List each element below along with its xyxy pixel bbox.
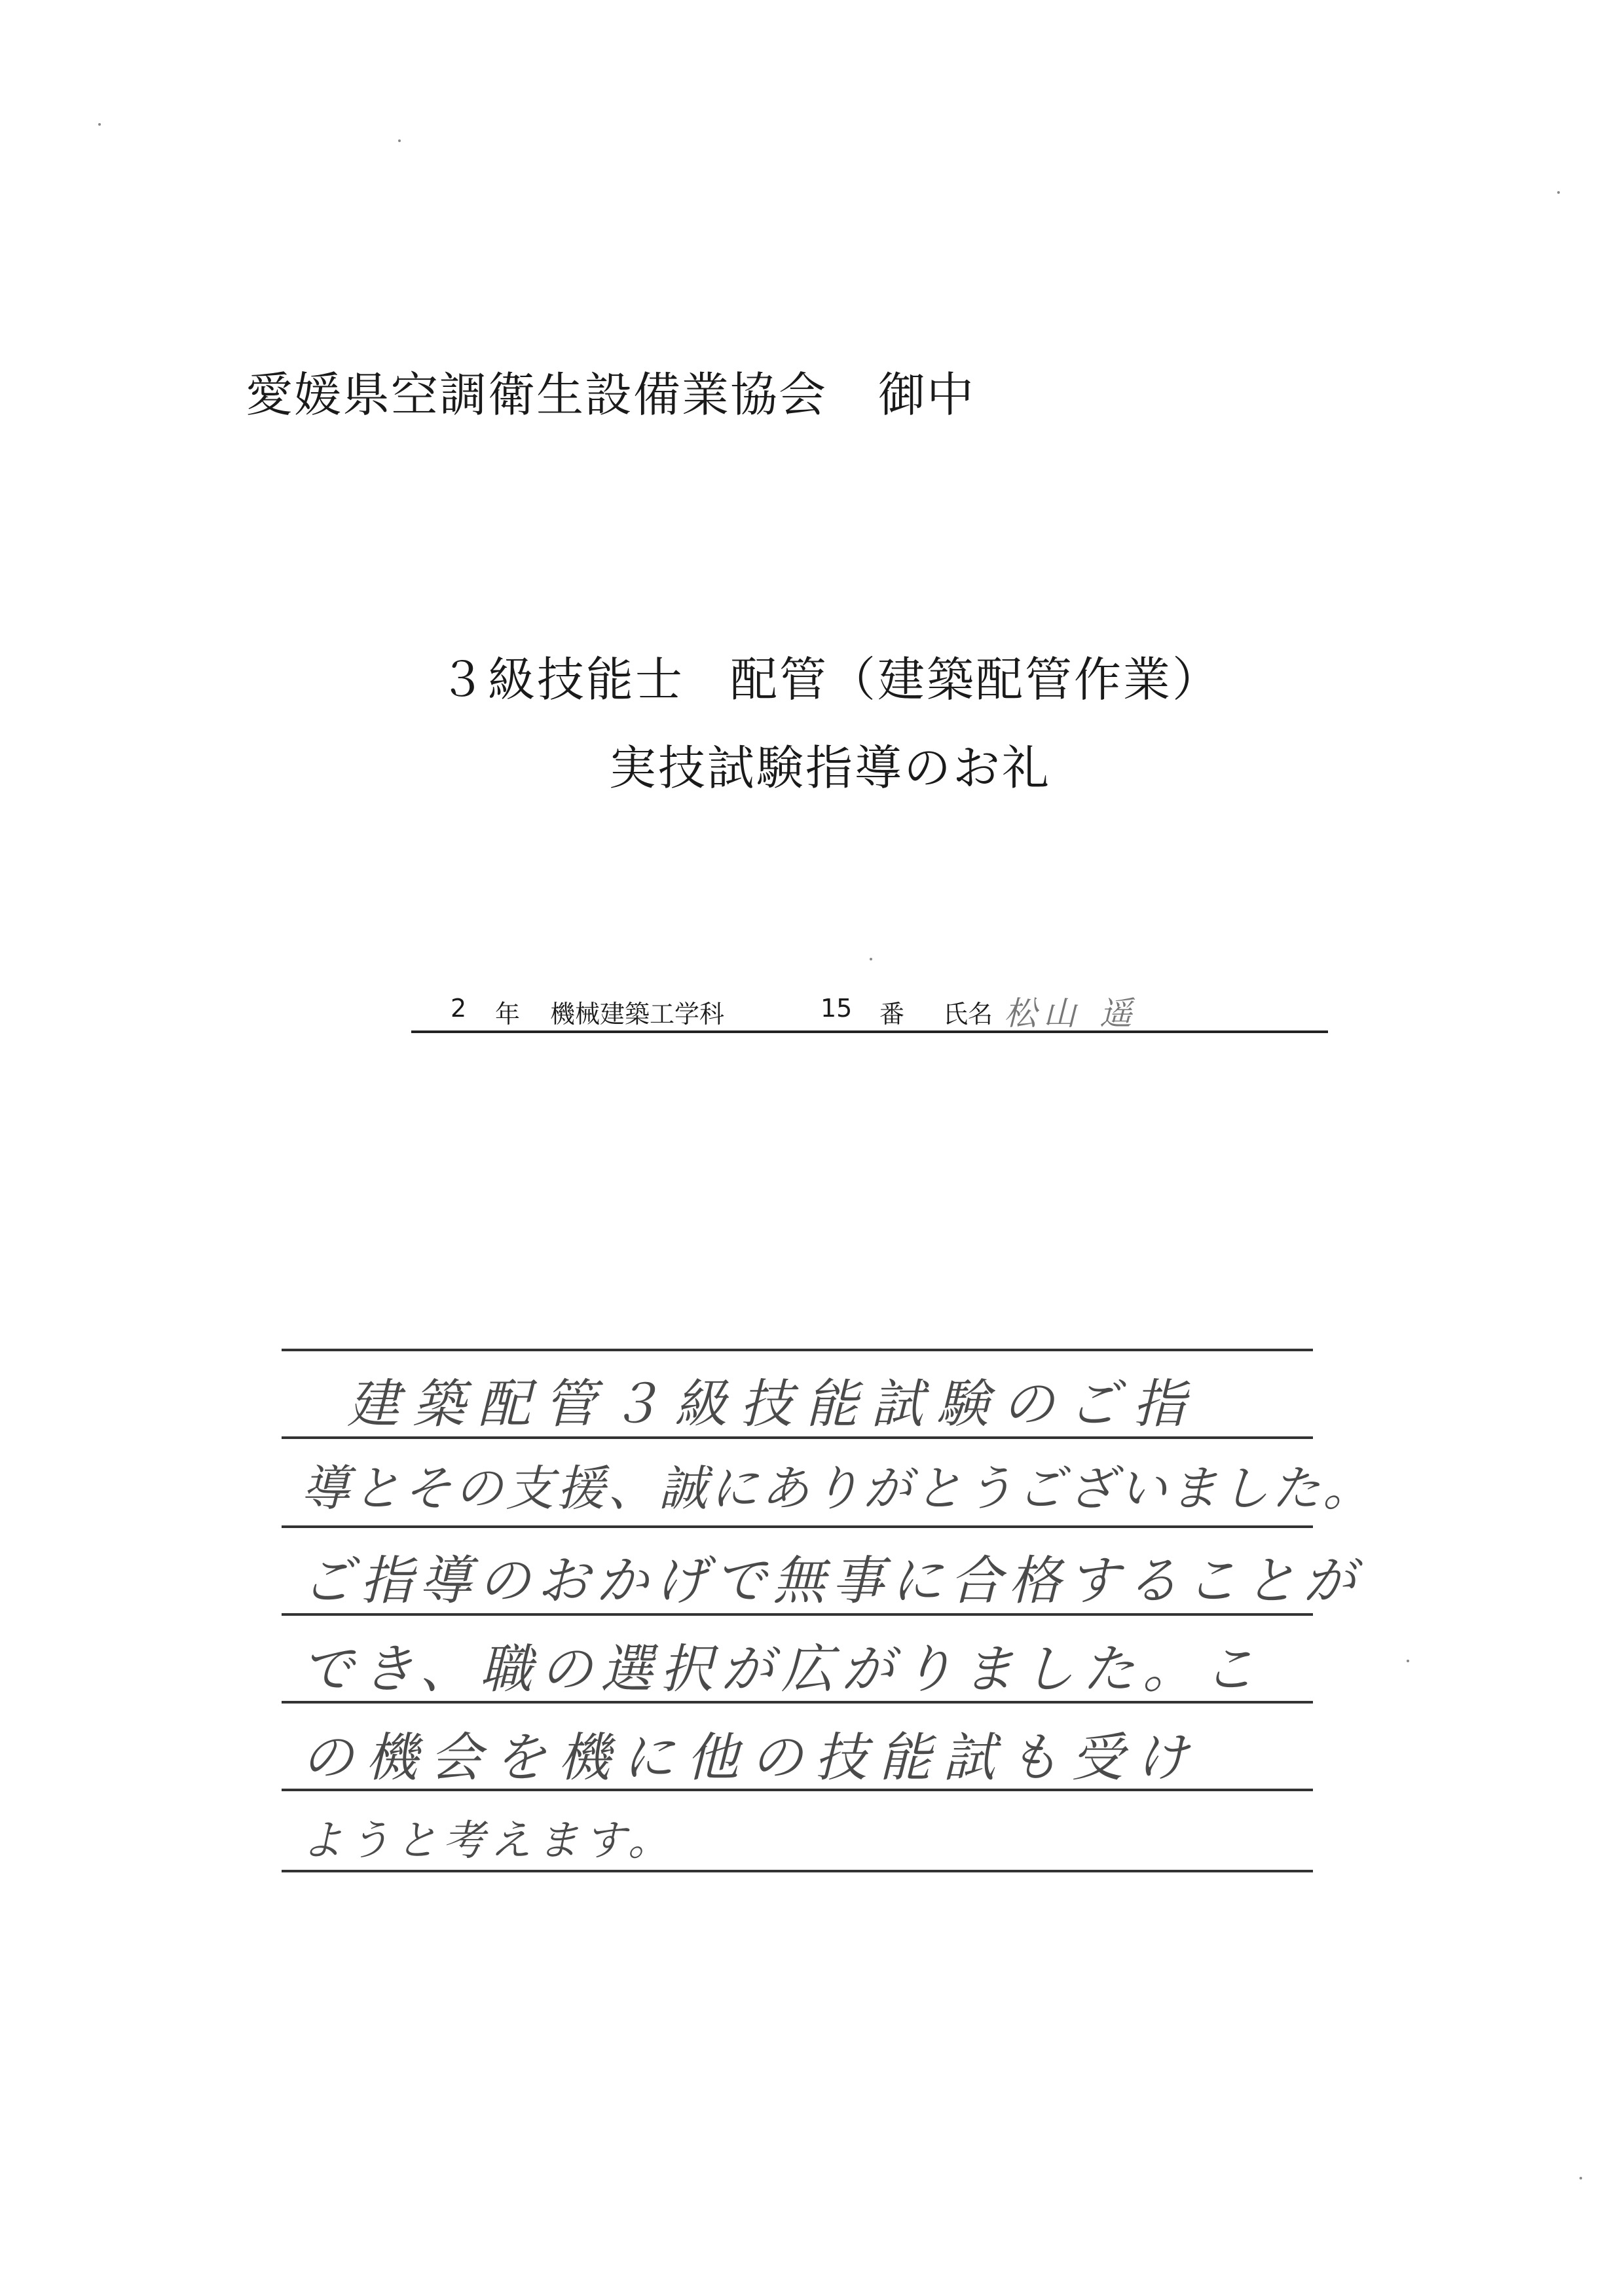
number-label: 番 bbox=[879, 1000, 905, 1029]
addressee bbox=[246, 357, 975, 425]
addressee-name: 愛媛県空調衛生設備業協会 bbox=[246, 367, 828, 422]
title-line-2 bbox=[0, 730, 1624, 798]
scan-speck bbox=[98, 123, 101, 126]
scan-speck bbox=[1557, 191, 1560, 194]
addressee-honorific: 御中 bbox=[878, 367, 976, 422]
message-line-1: 建築配管３級技能試験のご指 bbox=[347, 1374, 1198, 1434]
title-main: 実技試験指導のお礼 bbox=[608, 740, 1051, 795]
message-line-5: の機会を機に他の技能試も受け bbox=[301, 1727, 1200, 1788]
student-name-handwritten: 松山 遥 bbox=[1004, 994, 1139, 1032]
message-line-2: 導とその支援、誠にありがとうございました。 bbox=[301, 1461, 1374, 1517]
student-number: 15 bbox=[821, 994, 853, 1023]
department: 機械建築工学科 bbox=[550, 1000, 725, 1029]
scan-speck bbox=[870, 958, 872, 960]
title-line-1 bbox=[0, 642, 1624, 710]
grade-label: 年 bbox=[495, 1000, 521, 1029]
student-info-row bbox=[411, 989, 1328, 1033]
grade-value: 2 bbox=[451, 994, 467, 1023]
message-line-3: ご指導のおかげで無事に合格することが bbox=[301, 1550, 1362, 1611]
ruled-line bbox=[282, 1349, 1313, 1351]
ruled-line bbox=[282, 1525, 1313, 1528]
message-line-6: ようと考えます。 bbox=[301, 1817, 675, 1865]
scan-speck bbox=[398, 139, 401, 142]
title-grade: ３級技能士 bbox=[438, 652, 684, 707]
message-line-4: でき、職の選択が広がりました。こ bbox=[301, 1639, 1263, 1700]
name-label: 氏名 bbox=[943, 1000, 993, 1029]
ruled-line bbox=[282, 1870, 1313, 1872]
message-box bbox=[282, 1349, 1374, 1872]
scan-speck bbox=[1579, 2177, 1582, 2179]
scan-speck bbox=[1407, 1660, 1409, 1662]
title-subject: 配管（建築配管作業） bbox=[730, 652, 1222, 707]
